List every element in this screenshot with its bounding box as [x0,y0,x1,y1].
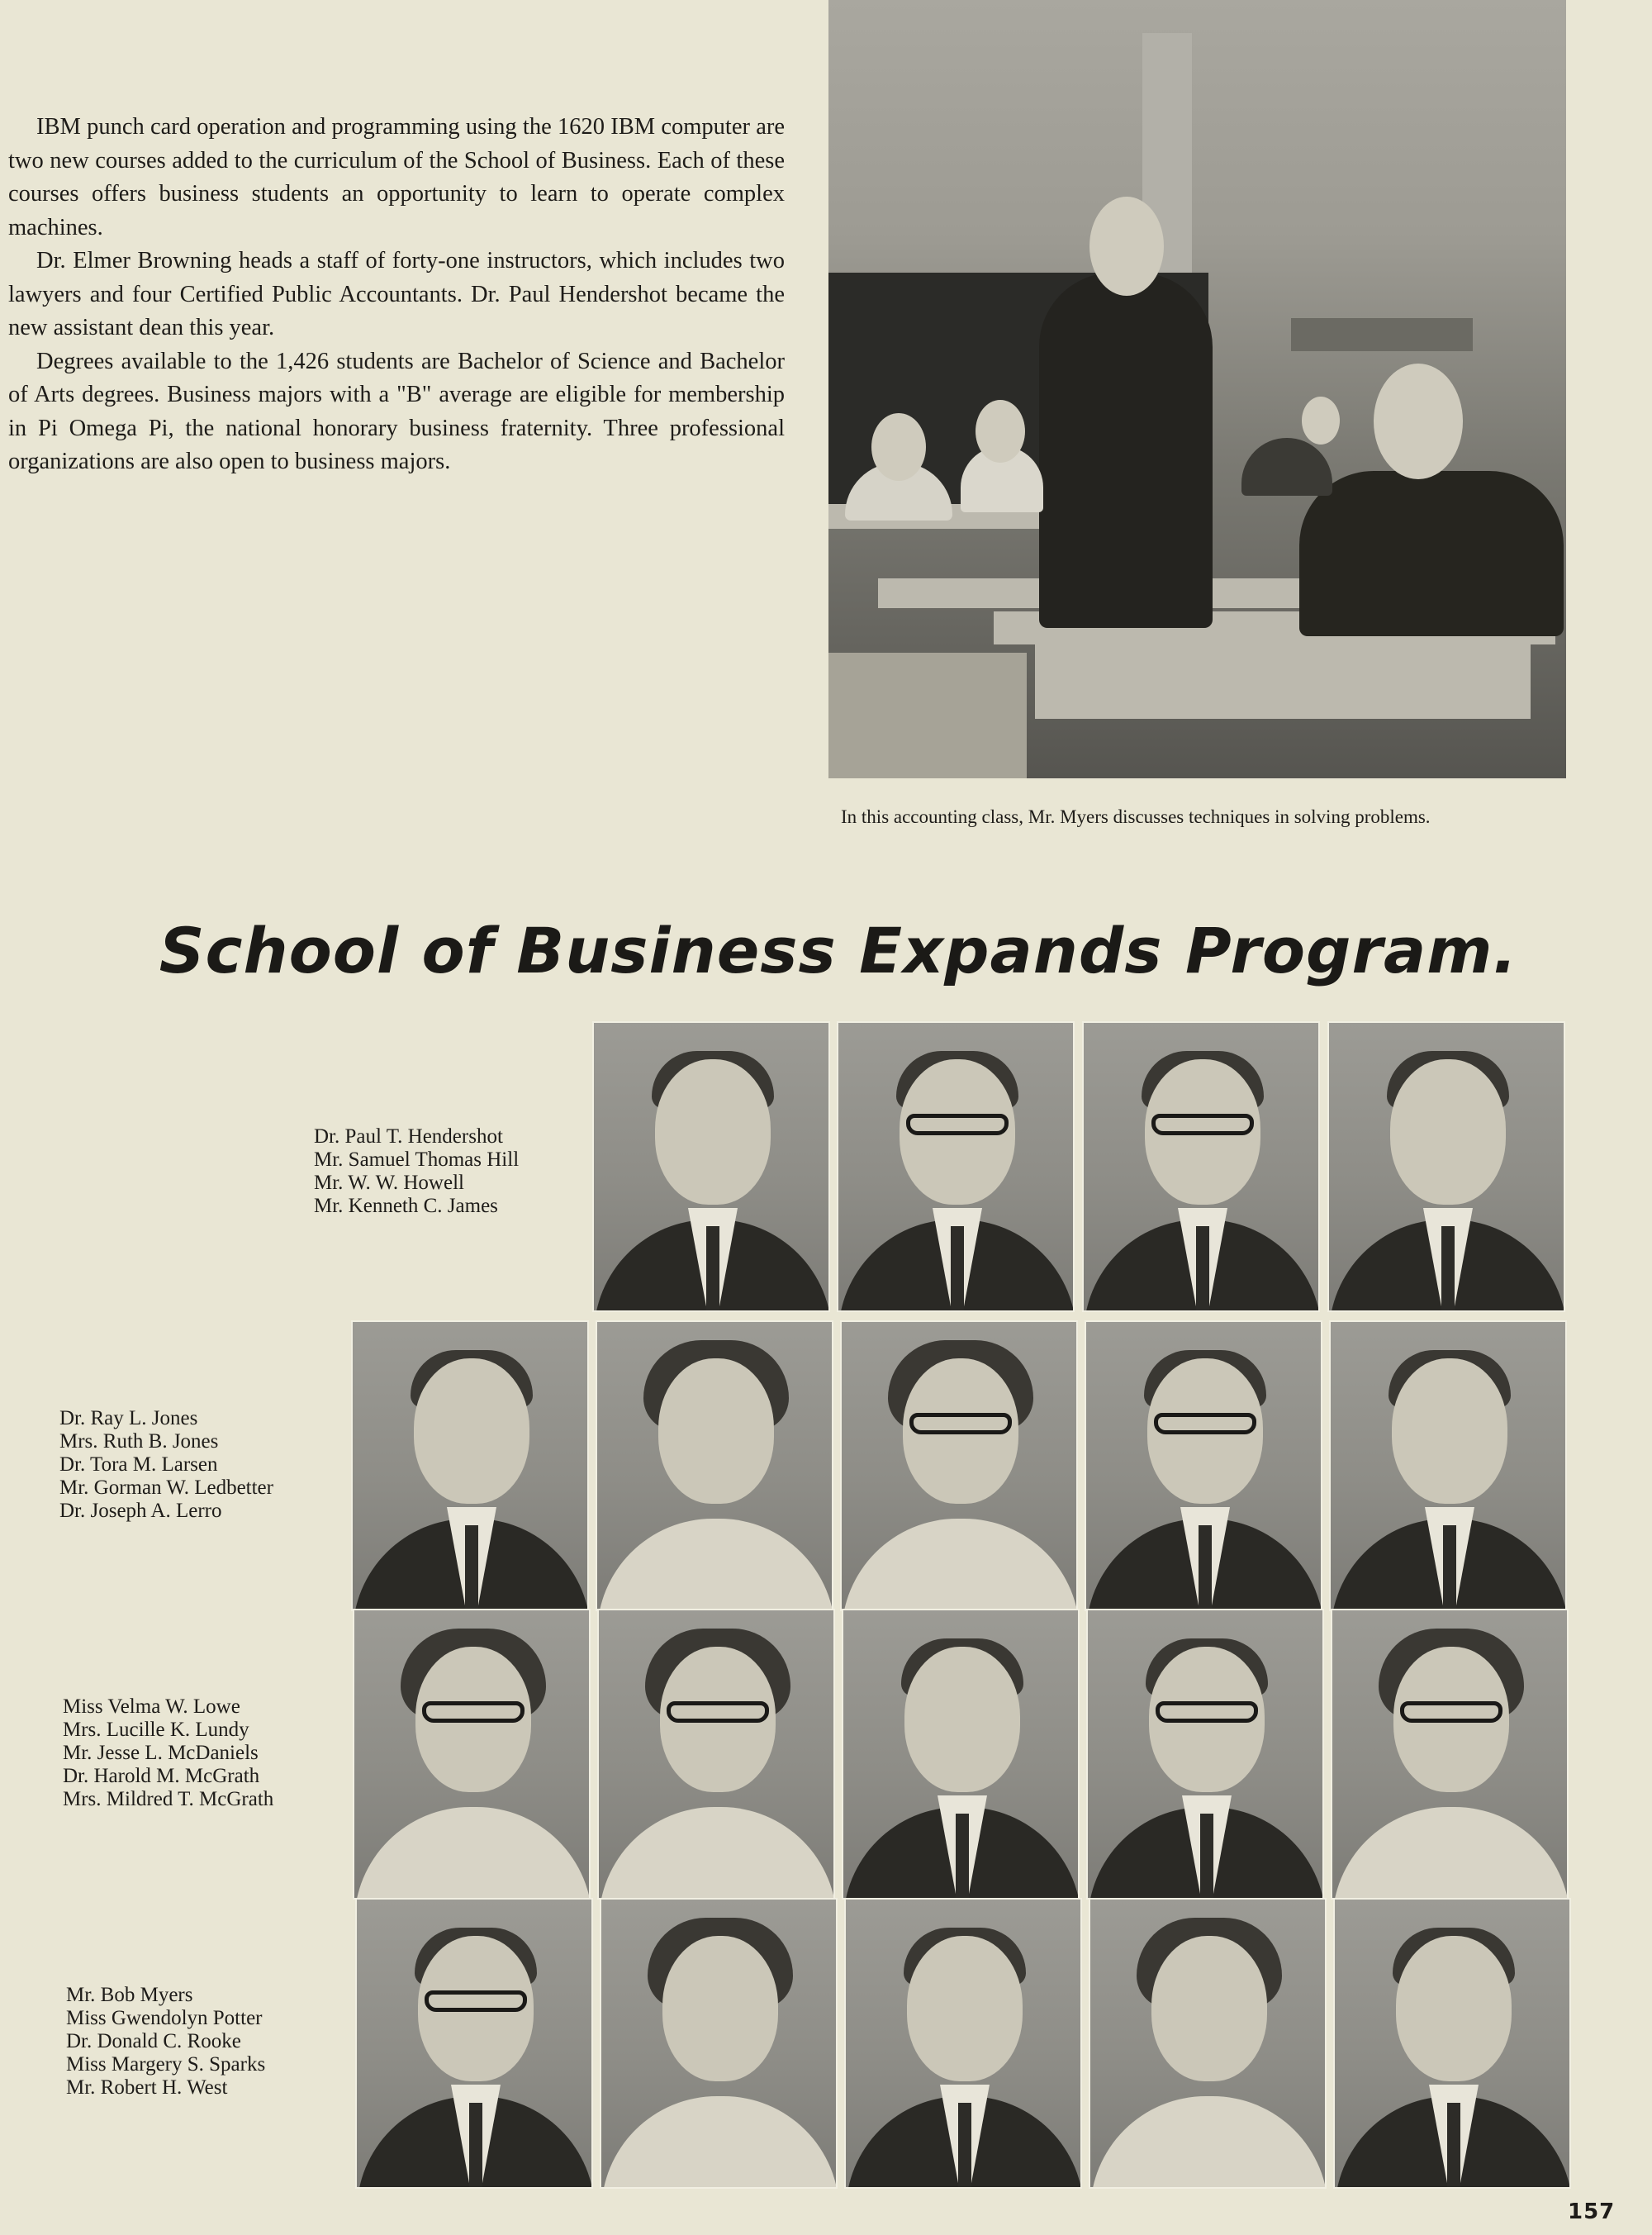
faculty-portrait [351,1320,589,1611]
faculty-portrait [844,1898,1082,2189]
name-list [59,1407,273,1523]
faculty-name: Dr. Paul T. Hendershot [314,1125,503,1148]
faculty-portrait [1085,1320,1322,1611]
faculty-name: Miss Gwendolyn Potter [66,2007,263,2029]
faculty-name: Mr. Robert H. West [66,2076,228,2099]
faculty-portrait [1331,1609,1569,1900]
faculty-name: Miss Velma W. Lowe [63,1695,240,1718]
faculty-portrait [1089,1898,1327,2189]
page-headline: School of Business Expands Program. [159,914,1518,987]
faculty-portrait [1329,1320,1567,1611]
faculty-name: Mr. Kenneth C. James [314,1195,498,1217]
faculty-name: Miss Margery S. Sparks [66,2053,266,2076]
faculty-portrait [600,1898,838,2189]
faculty-portrait [355,1898,593,2189]
faculty-name: Mrs. Lucille K. Lundy [63,1719,249,1741]
faculty-name: Dr. Donald C. Rooke [66,2030,241,2052]
faculty-portrait [1327,1021,1565,1312]
faculty-name: Mr. Samuel Thomas Hill [314,1148,520,1171]
faculty-portrait [596,1320,833,1611]
faculty-name: Dr. Ray L. Jones [59,1407,198,1429]
intro-paragraph: Dr. Elmer Browning heads a staff of forty-one instructors, which includes two lawyers and four Certified Public Accountants. Dr. Paul Hendershot became the new assistant dean this year. [8,248,785,340]
faculty-name: Dr. Tora M. Larsen [59,1453,218,1476]
faculty-name: Mr. Jesse L. McDaniels [63,1742,259,1764]
faculty-portrait [592,1021,830,1312]
faculty-name: Dr. Harold M. McGrath [63,1765,260,1787]
faculty-portrait [842,1609,1080,1900]
photo-caption: In this accounting class, Mr. Myers discusses techniques in solving problems. [841,806,1431,827]
name-list [314,1125,519,1218]
faculty-name: Mr. W. W. Howell [314,1172,464,1194]
faculty-portrait [1082,1021,1320,1312]
faculty-name: Mr. Bob Myers [66,1984,193,2006]
faculty-portrait [837,1021,1075,1312]
faculty-portrait [353,1609,591,1900]
faculty-name: Mr. Gorman W. Ledbetter [59,1477,273,1499]
classroom-photo [828,0,1566,778]
faculty-portrait [1333,1898,1571,2189]
name-list [66,1984,265,2099]
intro-text [8,111,785,479]
intro-paragraph: Degrees available to the 1,426 students are Bachelor of Science and Bachelor of Arts degrees. Business majors with a "B" average are eligible for membership in Pi Omega Pi, the national honorary business fraternity. Three professional organizations are also open to business majors. [8,348,785,474]
faculty-name: Mrs. Ruth B. Jones [59,1430,219,1453]
name-list [63,1695,273,1811]
faculty-name: Dr. Joseph A. Lerro [59,1500,222,1522]
intro-paragraph: IBM punch card operation and programming using the 1620 IBM computer are two new courses added to the curriculum of the School of Business. Each of these courses offers business students an opportunity to learn to operate complex machines. [8,114,785,240]
faculty-portrait [840,1320,1078,1611]
faculty-portrait [1086,1609,1324,1900]
page-number: 157 [1568,2199,1616,2224]
faculty-name: Mrs. Mildred T. McGrath [63,1788,274,1810]
faculty-portrait [597,1609,835,1900]
